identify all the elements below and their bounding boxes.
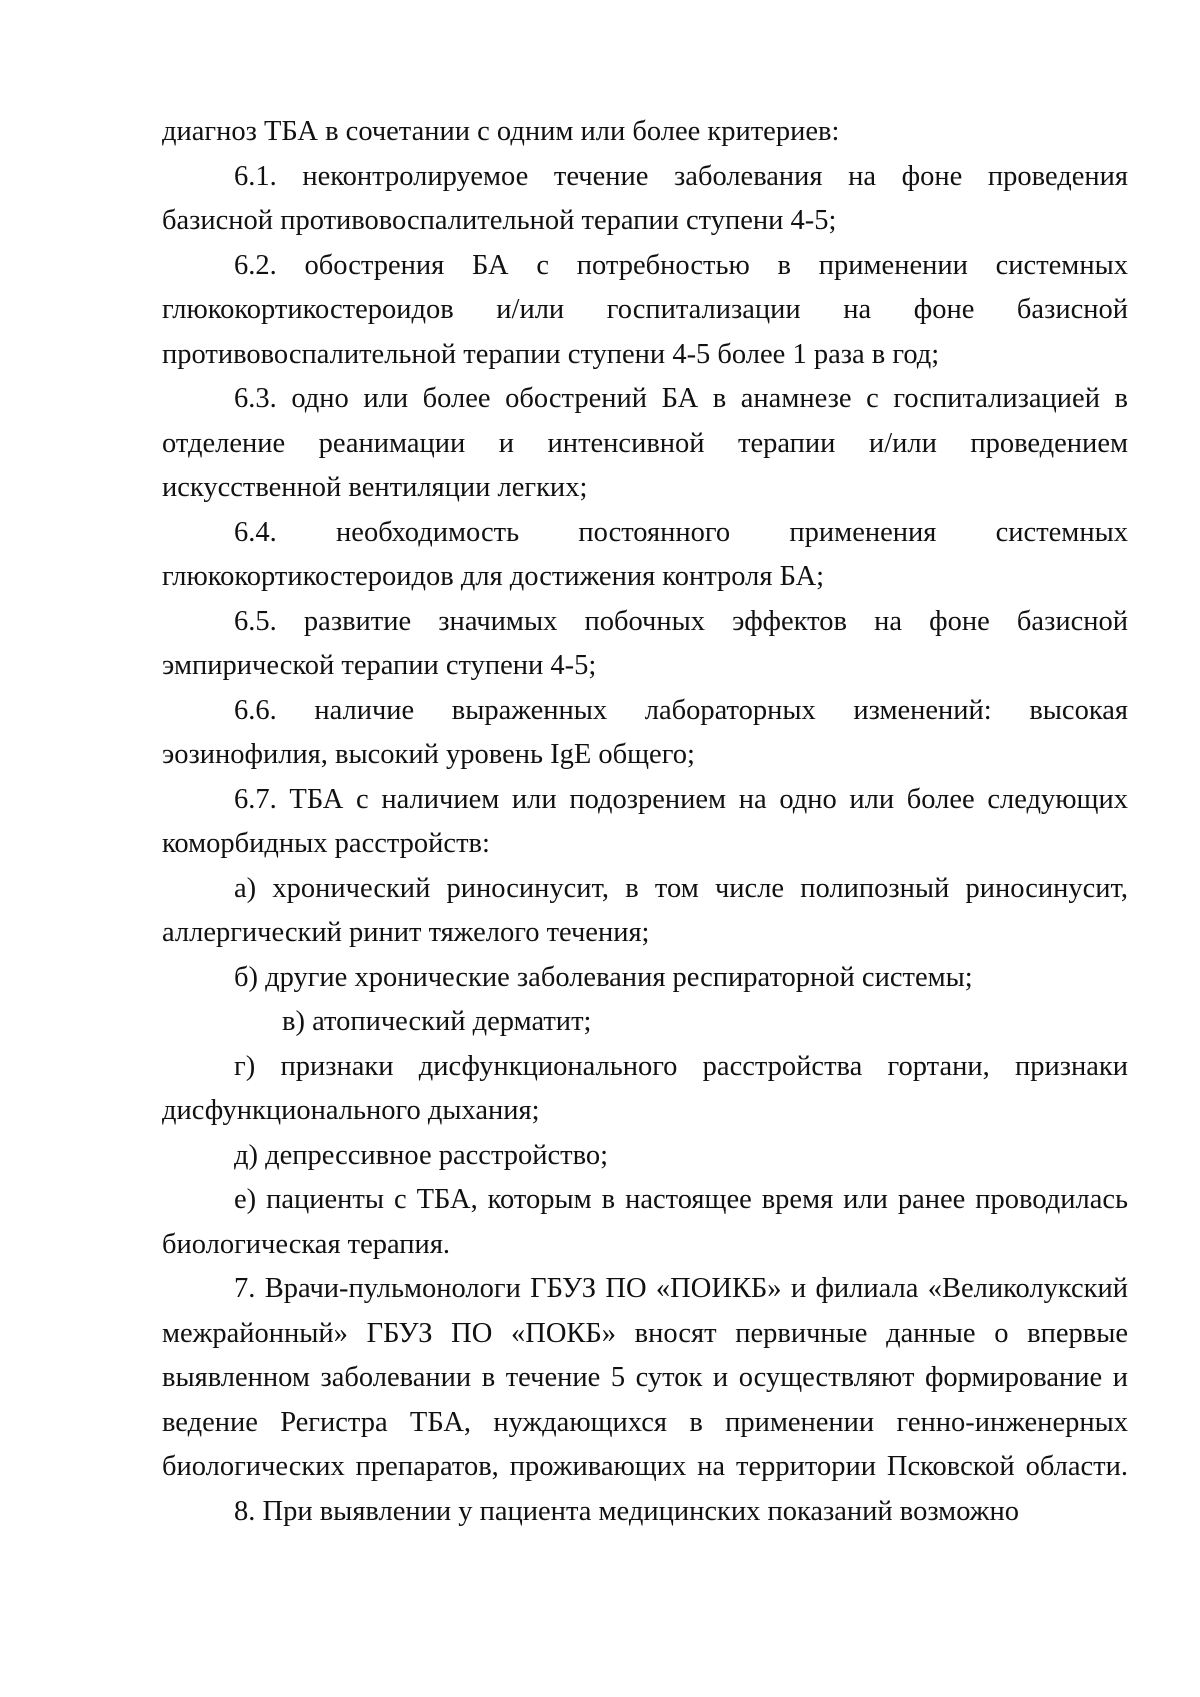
subitem-b: б) другие хронические заболевания респираторной системы; xyxy=(234,961,973,993)
subitem-e: е) пациенты с ТБА, которым в настоящее время или ранее проводилась биологическая терапия. xyxy=(162,1184,1128,1260)
subitem-a: а) хронический риносинусит, в том числе полипозный риносинусит, аллергический ринит тяжелого течения; xyxy=(162,872,1128,948)
document-body xyxy=(162,110,1128,1534)
criterion-6-6: 6.6. наличие выраженных лабораторных изменений: высокая эозинофилия, высокий уровень IgE общего; xyxy=(162,694,1128,770)
criterion-6-5: 6.5. развитие значимых побочных эффектов на фоне базисной эмпирической терапии ступени 4-5; xyxy=(162,605,1128,681)
paragraph-8: 8. При выявлении у пациента медицинских показаний возможно xyxy=(234,1495,1019,1527)
subitem-v: в) атопический дерматит; xyxy=(282,1006,592,1037)
criterion-6-2: 6.2. обострения БА с потребностью в применении системных глюкокортикостероидов и/или госпитализации на фоне базисной противовоспалительной терапии ступени 4-5 более 1 раза в год; xyxy=(162,249,1128,370)
criterion-6-3: 6.3. одно или более обострений БА в анамнезе с госпитализацией в отделение реанимации и интенсивной терапии и/или проведением искусственной вентиляции легких; xyxy=(162,383,1128,503)
paragraph-7: 7. Врачи-пульмонологи ГБУЗ ПО «ПОИКБ» и филиала «Великолукский межрайонный» ГБУЗ ПО «ПОКБ» вносят первичные данные о впервые выявленном заболевании в течение 5 суток и осуществляют формирование и ведение Регистра ТБА, нуждающихся в применении генно-инженерных биологических препаратов, проживающих на территории Псковской области. xyxy=(162,1273,1128,1482)
criterion-6-1: 6.1. неконтролируемое течение заболевания на фоне проведения базисной противовоспалительной терапии ступени 4-5; xyxy=(162,160,1128,236)
criterion-6-7: 6.7. ТБА с наличием или подозрением на одно или более следующих коморбидных расстройств: xyxy=(162,783,1128,859)
intro-line: диагноз ТБА в сочетании с одним или более критериев: xyxy=(162,116,840,147)
criterion-6-4: 6.4. необходимость постоянного применения системных глюкокортикостероидов для достижения контроля БА; xyxy=(162,516,1128,592)
subitem-d: д) депрессивное расстройство; xyxy=(234,1139,609,1171)
subitem-g: г) признаки дисфункционального расстройства гортани, признаки дисфункционального дыхания; xyxy=(162,1050,1128,1126)
